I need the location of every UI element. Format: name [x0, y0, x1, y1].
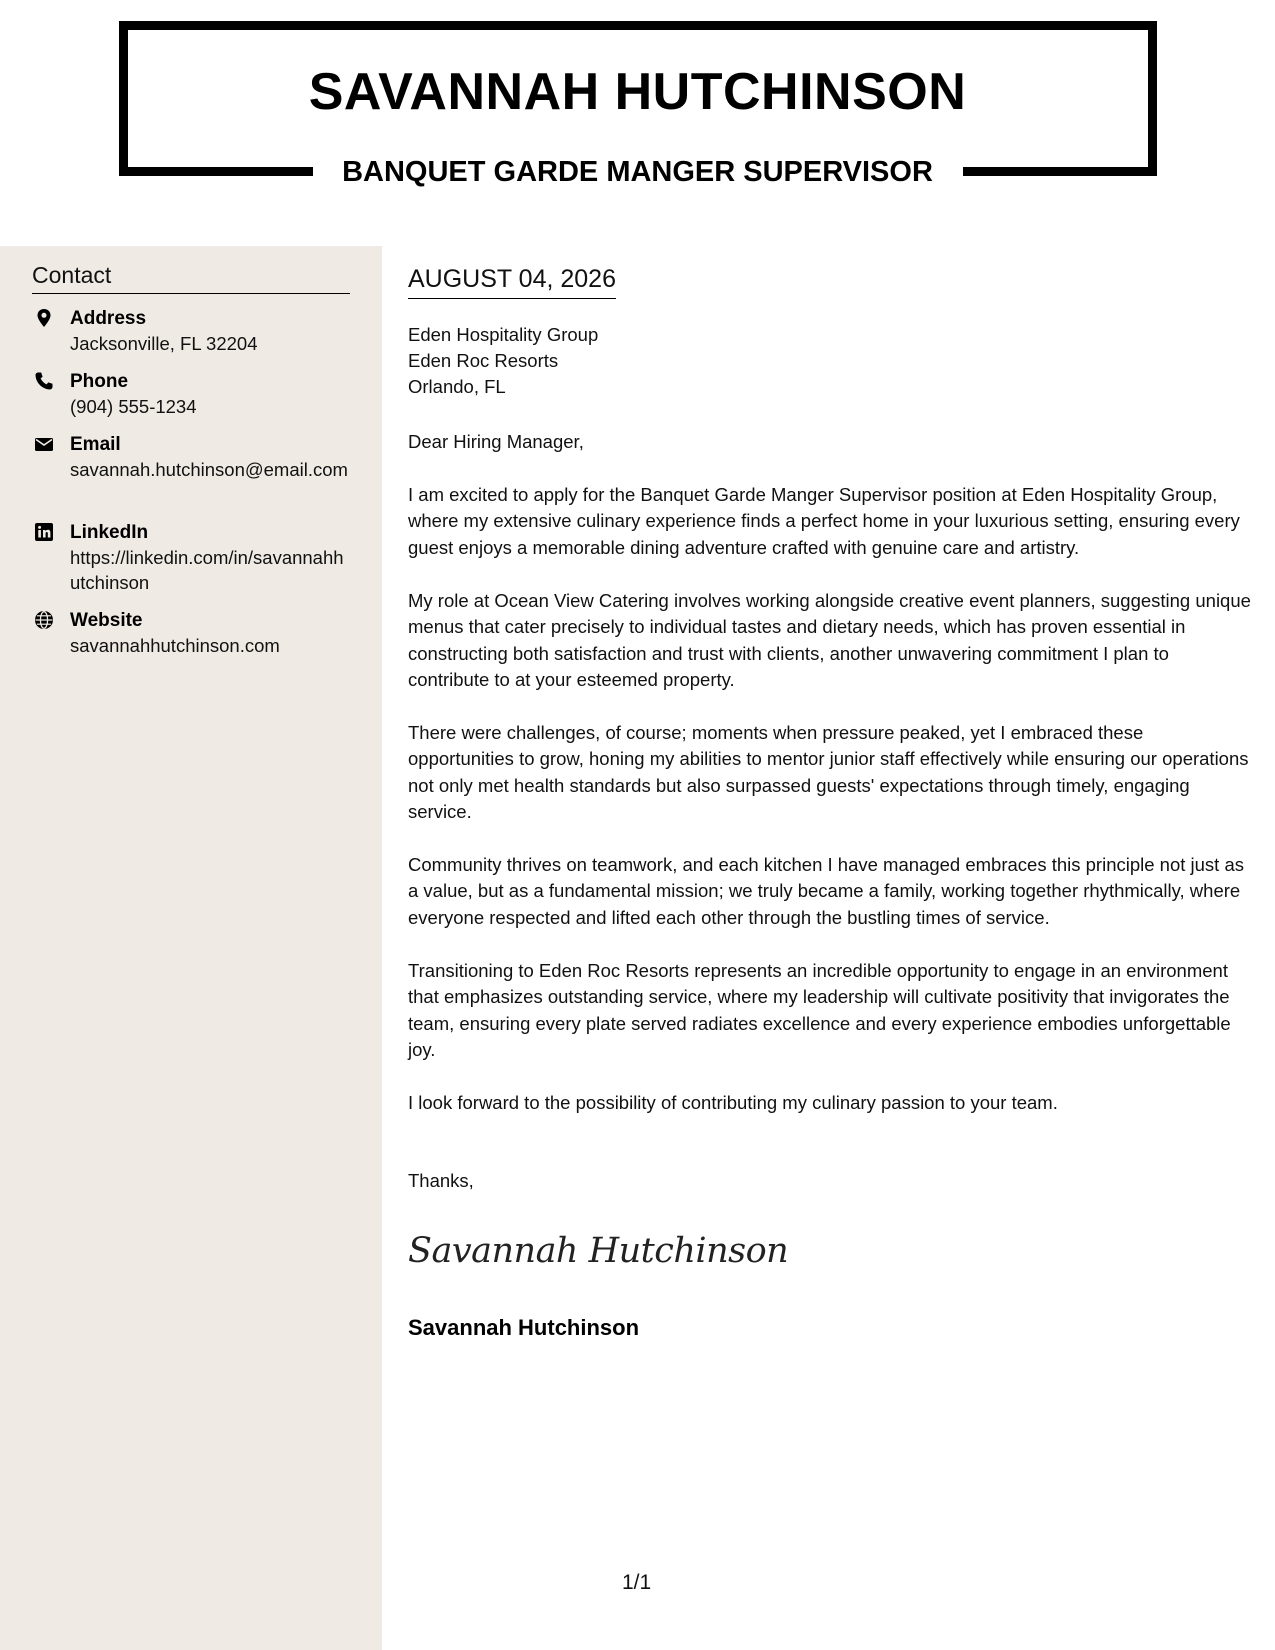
- contact-value-website: savannahhutchinson.com: [70, 635, 280, 656]
- contact-label: LinkedIn: [70, 522, 149, 543]
- closing: Thanks,: [408, 1170, 474, 1191]
- applicant-name: SAVANNAH HUTCHINSON: [308, 63, 967, 121]
- linkedin-icon: [34, 522, 54, 542]
- recipient-line: Eden Roc Resorts: [408, 350, 559, 371]
- signer-name: Savannah Hutchinson: [408, 1315, 640, 1340]
- letter-paragraph: Transitioning to Eden Roc Resorts represents an incredible opportunity to engage in an environment that emphasizes outstanding service, where my leadership will cultivate positivity that invigorates the team, ensuring every plate served radiates excellence and every experience embodies unforgettable joy.: [408, 960, 1231, 1060]
- contact-heading: Contact: [32, 260, 350, 294]
- contact-label: Address: [70, 308, 147, 329]
- letter-paragraph: I look forward to the possibility of contributing my culinary passion to your team.: [408, 1092, 1058, 1113]
- page-number: 1/1: [622, 1571, 652, 1594]
- globe-icon: [34, 610, 54, 630]
- contact-label: Email: [70, 434, 121, 455]
- map-pin-icon: [34, 308, 54, 328]
- contact-label: Website: [70, 610, 143, 631]
- frame-top-border: [119, 21, 1157, 30]
- recipient-line: Eden Hospitality Group: [408, 324, 599, 345]
- contact-value-linkedin: https://linkedin.com/in/savannahhutchinson: [70, 547, 344, 593]
- job-title: BANQUET GARDE MANGER SUPERVISOR: [342, 156, 933, 188]
- contact-value-address: Jacksonville, FL 32204: [70, 333, 258, 354]
- contact-value-email: savannah.hutchinson@email.com: [70, 459, 348, 480]
- letter-paragraph: Community thrives on teamwork, and each kitchen I have managed embraces this principle not just as a value, but as a fundamental mission; we truly became a family, working together rhythmically, where everyone respected and lifted each other through the bustling times of service.: [408, 854, 1244, 928]
- handwritten-signature: Savannah Hutchinson: [408, 1231, 789, 1271]
- letter-paragraph: My role at Ocean View Catering involves working alongside creative event planners, suggesting unique menus that cater precisely to individual tastes and dietary needs, which has proven essential in constructing both satisfaction and trust with clients, another unwavering commitment I plan to contribute to at your esteemed property.: [408, 590, 1251, 690]
- contact-value-phone: (904) 555-1234: [70, 396, 197, 417]
- phone-icon: [34, 371, 54, 391]
- envelope-icon: [34, 434, 54, 454]
- contact-label: Phone: [70, 371, 129, 392]
- recipient-line: Orlando, FL: [408, 376, 506, 397]
- letter-date: AUGUST 04, 2026: [408, 263, 616, 299]
- letter-paragraph: I am excited to apply for the Banquet Garde Manger Supervisor position at Eden Hospitality Group, where my extensive culinary experience finds a perfect home in your luxurious setting, ensuring every guest enjoys a memorable dining adventure crafted with genuine care and artistry.: [408, 484, 1240, 558]
- salutation: Dear Hiring Manager,: [408, 431, 584, 452]
- recipient-block: [408, 322, 598, 400]
- letter-paragraph: There were challenges, of course; moments when pressure peaked, yet I embraced these opportunities to grow, honing my abilities to mentor junior staff effectively while ensuring our operations not only met health standards but also surpassed guests' expectations through timely, engaging service.: [408, 722, 1249, 822]
- contact-sidebar: [0, 246, 382, 1650]
